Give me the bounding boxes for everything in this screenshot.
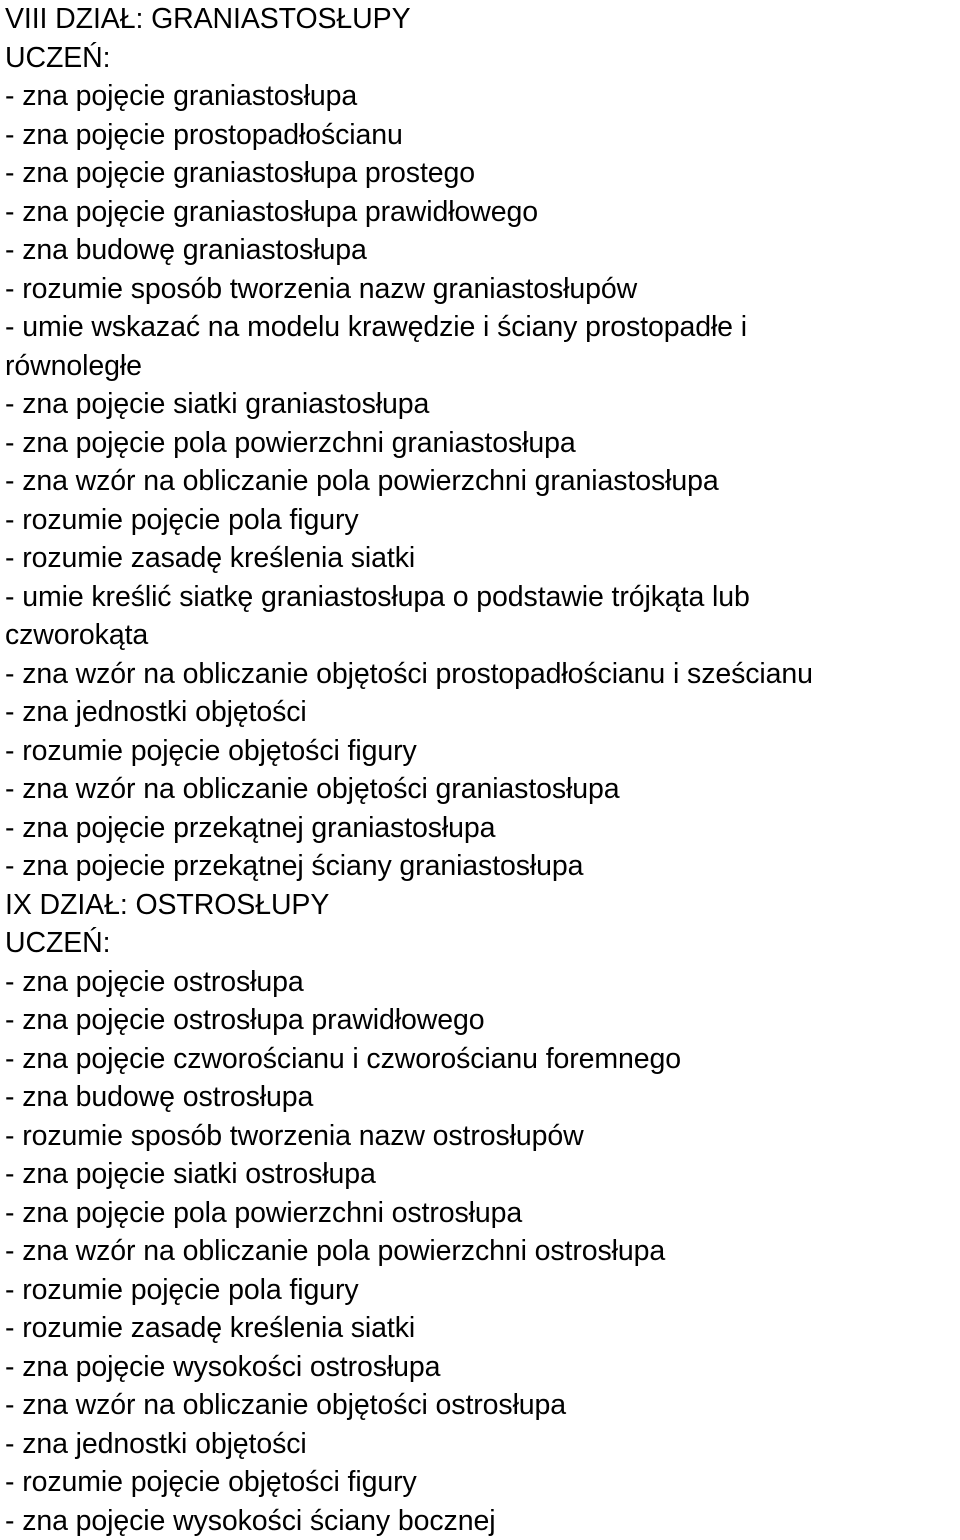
list-item: - rozumie pojęcie pola figury xyxy=(5,501,960,540)
list-item: - zna pojęcie ostrosłupa prawidłowego xyxy=(5,1001,960,1040)
list-item: - zna pojecie przekątnej ściany graniastosłupa xyxy=(5,847,960,886)
list-item: - zna pojęcie graniastosłupa xyxy=(5,77,960,116)
list-item: - zna budowę ostrosłupa xyxy=(5,1078,960,1117)
list-item: - rozumie pojęcie objętości figury xyxy=(5,732,960,771)
list-item: - rozumie sposób tworzenia nazw ostrosłupów xyxy=(5,1117,960,1156)
list-item: - zna wzór na obliczanie pola powierzchni ostrosłupa xyxy=(5,1232,960,1271)
list-item: - zna wzór na obliczanie objętości ostrosłupa xyxy=(5,1386,960,1425)
list-item: - zna pojęcie siatki ostrosłupa xyxy=(5,1155,960,1194)
student-label: UCZEŃ: xyxy=(5,924,960,963)
list-item: - zna pojęcie pola powierzchni graniastosłupa xyxy=(5,424,960,463)
list-item: - zna pojęcie pola powierzchni ostrosłupa xyxy=(5,1194,960,1233)
list-item-continuation: czworokąta xyxy=(5,616,960,655)
list-item: - zna jednostki objętości xyxy=(5,1425,960,1464)
list-item: - zna pojęcie wysokości ściany bocznej xyxy=(5,1502,960,1540)
list-item: - umie kreślić siatkę graniastosłupa o podstawie trójkąta lub xyxy=(5,578,960,617)
list-item: - zna pojęcie wysokości ostrosłupa xyxy=(5,1348,960,1387)
list-item: - zna wzór na obliczanie objętości prostopadłościanu i sześcianu xyxy=(5,655,960,694)
list-item: - zna pojęcie czworościanu i czworościanu foremnego xyxy=(5,1040,960,1079)
section-ostroslupy xyxy=(5,886,960,1540)
list-item: - zna jednostki objętości xyxy=(5,693,960,732)
list-item: - zna pojęcie graniastosłupa prostego xyxy=(5,154,960,193)
list-item: - zna budowę graniastosłupa xyxy=(5,231,960,270)
list-item-continuation: równoległe xyxy=(5,347,960,386)
list-item: - rozumie pojęcie objętości figury xyxy=(5,1463,960,1502)
section-heading: VIII DZIAŁ: GRANIASTOSŁUPY xyxy=(5,0,960,39)
list-item: - zna pojęcie prostopadłościanu xyxy=(5,116,960,155)
list-item: - rozumie sposób tworzenia nazw graniastosłupów xyxy=(5,270,960,309)
list-item: - zna pojęcie ostrosłupa xyxy=(5,963,960,1002)
document xyxy=(5,0,960,1540)
list-item: - zna pojęcie graniastosłupa prawidłowego xyxy=(5,193,960,232)
list-item: - zna wzór na obliczanie objętości graniastosłupa xyxy=(5,770,960,809)
list-item: - zna wzór na obliczanie pola powierzchni graniastosłupa xyxy=(5,462,960,501)
student-label: UCZEŃ: xyxy=(5,39,960,78)
section-graniastoslupy xyxy=(5,0,960,886)
list-item: - rozumie zasadę kreślenia siatki xyxy=(5,539,960,578)
list-item: - zna pojęcie siatki graniastosłupa xyxy=(5,385,960,424)
list-item: - rozumie zasadę kreślenia siatki xyxy=(5,1309,960,1348)
list-item: - umie wskazać na modelu krawędzie i ściany prostopadłe i xyxy=(5,308,960,347)
list-item: - rozumie pojęcie pola figury xyxy=(5,1271,960,1310)
section-heading: IX DZIAŁ: OSTROSŁUPY xyxy=(5,886,960,925)
list-item: - zna pojęcie przekątnej graniastosłupa xyxy=(5,809,960,848)
